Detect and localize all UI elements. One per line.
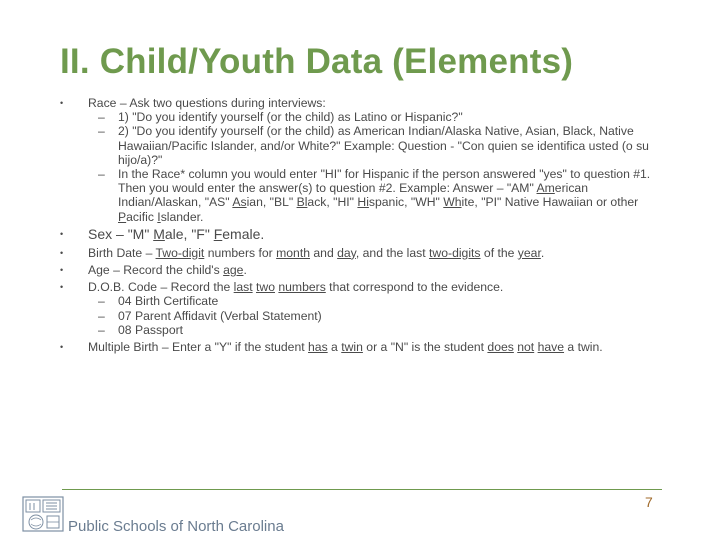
age-text: Age – Record the child's age. bbox=[88, 263, 247, 278]
dash-marker: – bbox=[98, 110, 105, 125]
dob-text: D.O.B. Code – Record the last two numbers that correspond to the evidence. bbox=[88, 280, 504, 295]
dob-code-item bbox=[58, 323, 658, 337]
dob-code-item-text: 08 Passport bbox=[118, 322, 184, 337]
slide-body bbox=[58, 96, 658, 354]
bullet-marker: • bbox=[60, 342, 64, 353]
race-question-1-text: 1) "Do you identify yourself (or the child) as Latino or Hispanic?" bbox=[118, 110, 463, 125]
dash-marker: – bbox=[98, 124, 105, 139]
dob-code-item bbox=[58, 294, 658, 308]
bullet-race bbox=[58, 96, 658, 110]
bullet-dob-code bbox=[58, 280, 658, 294]
bullet-sex bbox=[58, 226, 658, 243]
dob-code-item bbox=[58, 309, 658, 323]
bullet-age bbox=[58, 263, 658, 277]
race-question-2-text: 2) "Do you identify yourself (or the child) as American Indian/Alaska Native, Asian, Black, Native Hawaiian/Pacific Islander, and/or White?" Example: Question - "Con quien se identifica usted (o su hijo/a)?" bbox=[118, 124, 649, 167]
bullet-marker: • bbox=[60, 265, 64, 276]
organization-name: Public Schools of North Carolina bbox=[68, 518, 284, 535]
dash-marker: – bbox=[98, 322, 105, 337]
bullet-multiple-birth bbox=[58, 340, 658, 354]
dash-marker: – bbox=[98, 294, 105, 309]
birth-date-text: Birth Date – Two-digit numbers for month and day, and the last two-digits of the year. bbox=[88, 245, 545, 260]
race-entry-instructions bbox=[58, 167, 658, 224]
bullet-marker: • bbox=[60, 247, 64, 258]
race-question-1 bbox=[58, 110, 658, 124]
race-question-2 bbox=[58, 124, 658, 167]
bullet-marker: • bbox=[60, 282, 64, 293]
sex-text: Sex – "M" Male, "F" Female. bbox=[88, 225, 265, 242]
race-entry-text: In the Race* column you would enter "HI" for Hispanic if the person answered "yes" to question #1. Then you would enter the answer(s) to question #2. Example: Answer – "AM" American Indian/Alaskan, "AS" Asian, "BL" Black, "HI" Hispanic, "WH" White, "PI" Native Hawaiian or other Pacific Islander. bbox=[118, 167, 651, 224]
dob-code-item-text: 04 Birth Certificate bbox=[118, 294, 219, 309]
bullet-marker: • bbox=[60, 228, 64, 239]
footer-divider bbox=[62, 489, 662, 490]
nc-schools-logo-icon bbox=[22, 496, 64, 532]
dash-marker: – bbox=[98, 167, 105, 182]
multiple-birth-text: Multiple Birth – Enter a "Y" if the student has a twin or a "N" is the student does not have a twin. bbox=[88, 340, 603, 355]
bullet-marker: • bbox=[60, 98, 64, 108]
dob-code-item-text: 07 Parent Affidavit (Verbal Statement) bbox=[118, 308, 322, 323]
slide-title: II. Child/Youth Data (Elements) bbox=[60, 42, 574, 81]
dash-marker: – bbox=[98, 308, 105, 323]
bullet-birth-date bbox=[58, 246, 658, 260]
page-number: 7 bbox=[645, 494, 653, 510]
race-intro: Race – Ask two questions during interviews: bbox=[88, 96, 326, 110]
